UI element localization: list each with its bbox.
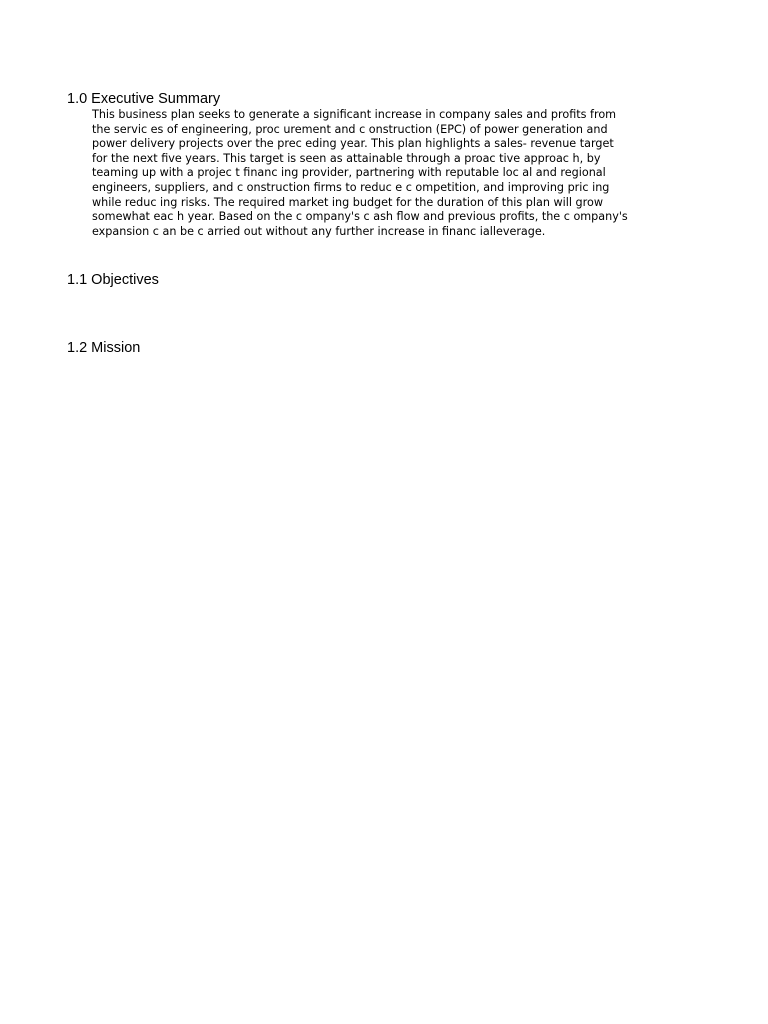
summary-line: teaming up with a projec t financ ing provider, partnering with reputable loc al and regional [92, 166, 606, 180]
summary-line: power delivery projects over the prec eding year. This plan highlights a sales- revenue target [92, 137, 614, 151]
summary-line: expansion c an be c arried out without any further increase in financ ialleverage. [92, 224, 546, 238]
summary-line: for the next five years. This target is seen as attainable through a proac tive approac h, by [92, 151, 601, 165]
summary-line: the servic es of engineering, proc urement and c onstruction (EPC) of power generation and [92, 122, 608, 136]
section-heading-executive-summary: 1.0 Executive Summary [67, 91, 221, 107]
summary-line: while reduc ing risks. The required market ing budget for the duration of this plan will grow [92, 195, 603, 209]
summary-line: somewhat eac h year. Based on the c ompany's c ash flow and previous profits, the c ompany's [92, 210, 628, 224]
summary-line: This business plan seeks to generate a significant increase in company sales and profits from [92, 108, 617, 121]
section-heading-objectives: 1.1 Objectives [67, 272, 159, 288]
section-heading-mission: 1.2 Mission [67, 340, 141, 356]
executive-summary-body [92, 108, 752, 239]
summary-line: engineers, suppliers, and c onstruction firms to reduc e c ompetition, and improving pric ing [92, 180, 610, 194]
